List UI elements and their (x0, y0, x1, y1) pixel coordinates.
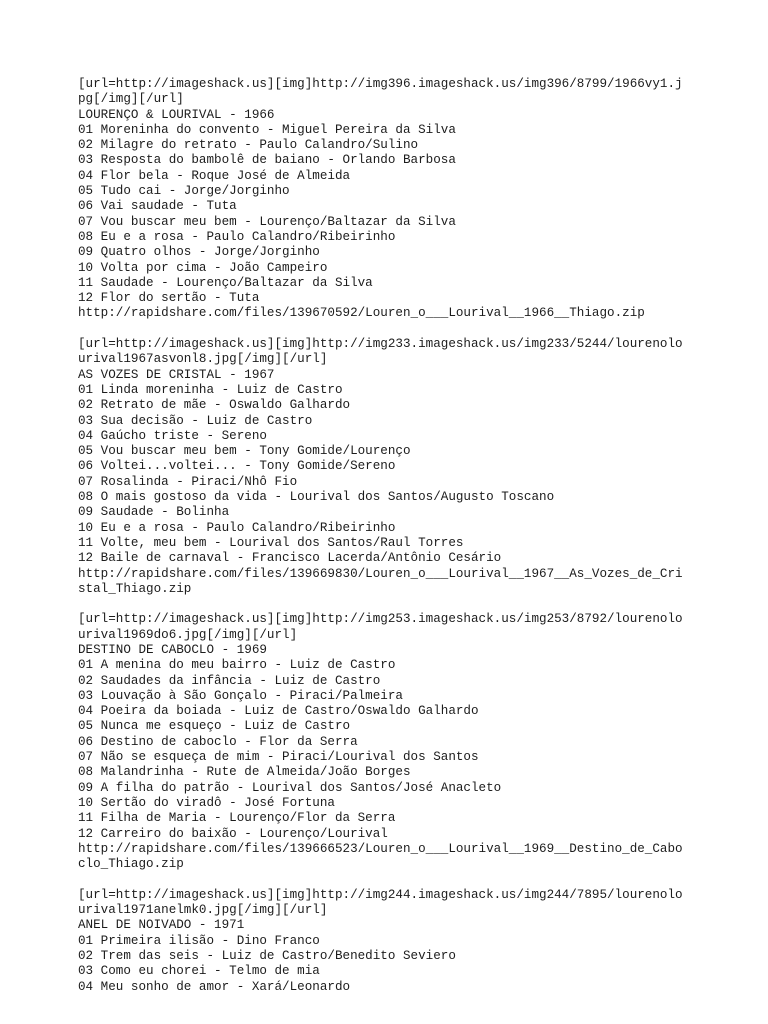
text-line: 08 Eu e a rosa - Paulo Calandro/Ribeirinho (78, 229, 396, 244)
text-line: 02 Retrato de mãe - Oswaldo Galhardo (78, 398, 351, 413)
album-block (78, 77, 698, 322)
text-line: http://rapidshare.com/files/139666523/Louren_o___Lourival__1969__Destino_de_Cabo (78, 841, 683, 856)
text-line: 01 Linda moreninha - Luiz de Castro (78, 382, 343, 397)
text-line: urival1969do6.jpg[/img][/url] (78, 627, 298, 642)
text-line: 08 O mais gostoso da vida - Lourival dos Santos/Augusto Toscano (78, 490, 555, 505)
text-line: 10 Volta por cima - João Campeiro (78, 260, 328, 275)
text-line: clo_Thiago.zip (78, 857, 184, 872)
text-line: 05 Tudo cai - Jorge/Jorginho (78, 184, 290, 199)
text-line: 06 Voltei...voltei... - Tony Gomide/Sereno (78, 459, 396, 474)
text-line: 09 A filha do patrão - Lourival dos Santos/José Anacleto (78, 780, 502, 795)
text-line: 02 Saudades da infância - Luiz de Castro (78, 673, 381, 688)
text-line: 12 Carreiro do baixão - Lourenço/Lourival (78, 826, 388, 841)
text-line: 05 Vou buscar meu bem - Tony Gomide/Lourenço (78, 444, 411, 459)
text-line: 11 Filha de Maria - Lourenço/Flor da Serra (78, 811, 396, 826)
text-line: 01 Moreninha do convento - Miguel Pereira da Silva (78, 122, 456, 137)
text-line: [url=http://imageshack.us][img]http://img244.imageshack.us/img244/7895/lourenolo (78, 887, 683, 902)
text-line: 02 Milagre do retrato - Paulo Calandro/Sulino (78, 138, 419, 153)
text-line: 04 Meu sonho de amor - Xará/Leonardo (78, 979, 351, 994)
text-line: LOURENÇO & LOURIVAL - 1966 (78, 107, 275, 122)
text-line: 04 Flor bela - Roque José de Almeida (78, 168, 351, 183)
text-line: 02 Trem das seis - Luiz de Castro/Benedito Seviero (78, 948, 456, 963)
text-line: 05 Nunca me esqueço - Luiz de Castro (78, 719, 351, 734)
text-line: DESTINO DE CABOCLO - 1969 (78, 642, 267, 657)
text-line: 09 Saudade - Bolinha (78, 505, 230, 520)
text-line: 12 Baile de carnaval - Francisco Lacerda/Antônio Cesário (78, 551, 502, 566)
text-line: [url=http://imageshack.us][img]http://img253.imageshack.us/img253/8792/lourenolo (78, 612, 683, 627)
text-line: 10 Sertão do viradô - José Fortuna (78, 795, 335, 810)
text-line: 03 Louvação à São Gonçalo - Piraci/Palmeira (78, 688, 403, 703)
text-line: http://rapidshare.com/files/139670592/Louren_o___Lourival__1966__Thiago.zip (78, 306, 645, 321)
text-line: stal_Thiago.zip (78, 581, 192, 596)
text-line: [url=http://imageshack.us][img]http://img233.imageshack.us/img233/5244/lourenolo (78, 337, 683, 352)
text-line: 11 Volte, meu bem - Lourival dos Santos/Raul Torres (78, 535, 464, 550)
text-line: 10 Eu e a rosa - Paulo Calandro/Ribeirinho (78, 520, 396, 535)
text-line: urival1971anelmk0.jpg[/img][/url] (78, 903, 328, 918)
album-block (78, 612, 698, 872)
text-line: 06 Destino de caboclo - Flor da Serra (78, 734, 358, 749)
text-line: 06 Vai saudade - Tuta (78, 199, 237, 214)
text-line: 07 Não se esqueça de mim - Piraci/Lourival dos Santos (78, 750, 479, 765)
text-line: 07 Vou buscar meu bem - Lourenço/Baltazar da Silva (78, 214, 456, 229)
text-line: 12 Flor do sertão - Tuta (78, 291, 260, 306)
text-line: urival1967asvonl8.jpg[/img][/url] (78, 352, 328, 367)
text-line: ANEL DE NOIVADO - 1971 (78, 918, 245, 933)
album-block (78, 337, 698, 597)
text-line: [url=http://imageshack.us][img]http://img396.imageshack.us/img396/8799/1966vy1.j (78, 77, 683, 91)
text-line: 04 Gaúcho triste - Sereno (78, 428, 267, 443)
text-line: http://rapidshare.com/files/139669830/Louren_o___Lourival__1967__As_Vozes_de_Cri (78, 566, 683, 581)
text-line: 04 Poeira da boiada - Luiz de Castro/Oswaldo Galhardo (78, 704, 479, 719)
text-line: 03 Resposta do bambolê de baiano - Orlando Barbosa (78, 153, 456, 168)
text-line: 01 A menina do meu bairro - Luiz de Castro (78, 658, 396, 673)
text-line: 11 Saudade - Lourenço/Baltazar da Silva (78, 275, 373, 290)
document-page (78, 77, 698, 1010)
text-line: 03 Sua decisão - Luiz de Castro (78, 413, 313, 428)
text-line: pg[/img][/url] (78, 92, 184, 107)
text-line: AS VOZES DE CRISTAL - 1967 (78, 367, 275, 382)
text-line: 07 Rosalinda - Piraci/Nhô Fio (78, 474, 298, 489)
text-line: 03 Como eu chorei - Telmo de mia (78, 964, 320, 979)
text-line: 01 Primeira ilisão - Dino Franco (78, 933, 320, 948)
album-block (78, 888, 698, 995)
text-line: 09 Quatro olhos - Jorge/Jorginho (78, 245, 320, 260)
text-line: 08 Malandrinha - Rute de Almeida/João Borges (78, 765, 411, 780)
